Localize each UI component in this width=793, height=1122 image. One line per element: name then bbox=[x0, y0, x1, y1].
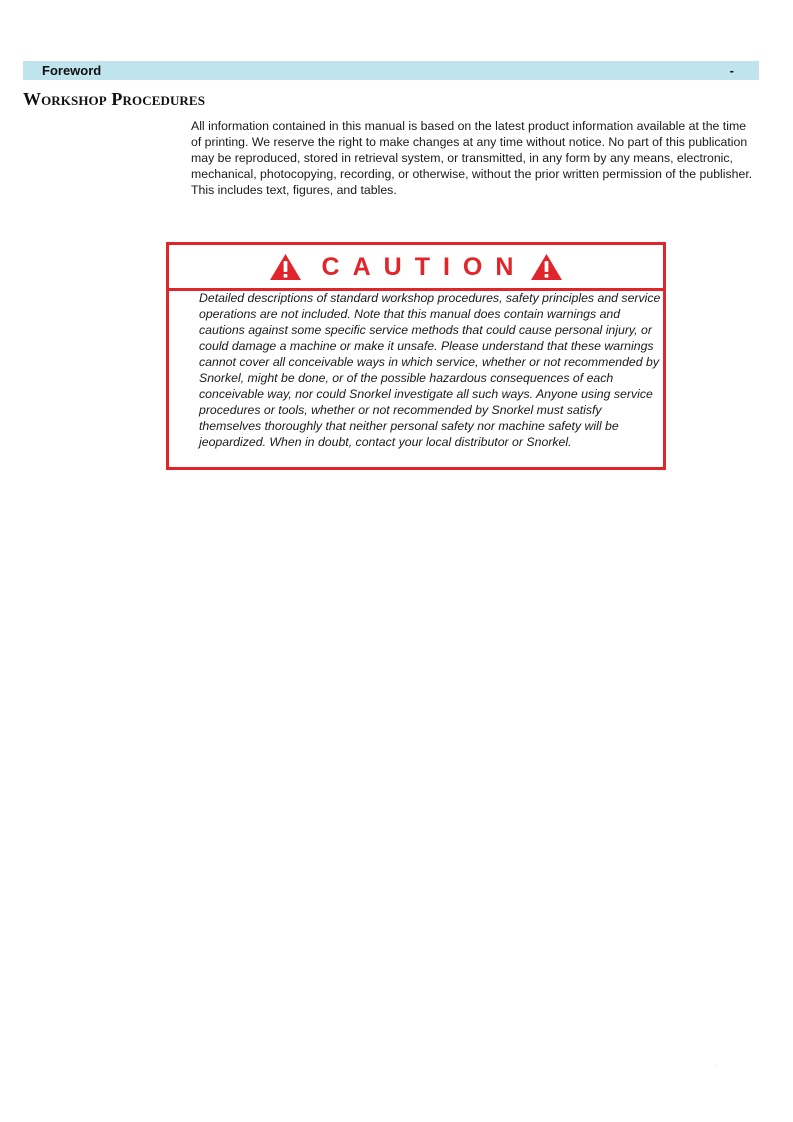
warning-triangle-icon bbox=[269, 253, 302, 281]
caution-box bbox=[166, 242, 666, 470]
page-title: Workshop Procedures bbox=[23, 89, 206, 109]
section-header-bar bbox=[23, 61, 759, 80]
caution-label: CAUTION bbox=[321, 252, 527, 281]
caution-header bbox=[169, 245, 663, 291]
intro-paragraph: All information contained in this manual is based on the latest product information available at the time of printing. We reserve the right to make changes at any time without notice. No part of this publication may be reproduced, stored in retrieval system, or transmitted, in any form by any means, electronic, mechanical, photocopying, recording, or otherwise, without the prior written permission of the publisher. This includes text, figures, and tables. bbox=[191, 119, 753, 197]
caution-text: Detailed descriptions of standard workshop procedures, safety principles and service operations are not included. Note that this manual does contain warnings and cautions against some specific service methods that could cause personal injury, or could damage a machine or make it unsafe. Please understand that these warnings cannot cover all conceivable ways in which service, whether or not recommended by Snorkel, might be done, or of the possible hazardous consequences of each conceivable way, nor could Snorkel investigate all such ways. Anyone using service procedures or tools, whether or not recommended by Snorkel must satisfy themselves thoroughly that neither personal safety nor machine safety will be jeopardized. When in doubt, contact your local distributor or Snorkel. bbox=[199, 291, 661, 449]
page-mark: . bbox=[715, 1062, 717, 1068]
warning-triangle-icon bbox=[530, 253, 563, 281]
header-title: Foreword bbox=[42, 63, 102, 78]
header-dash: - bbox=[729, 63, 734, 78]
